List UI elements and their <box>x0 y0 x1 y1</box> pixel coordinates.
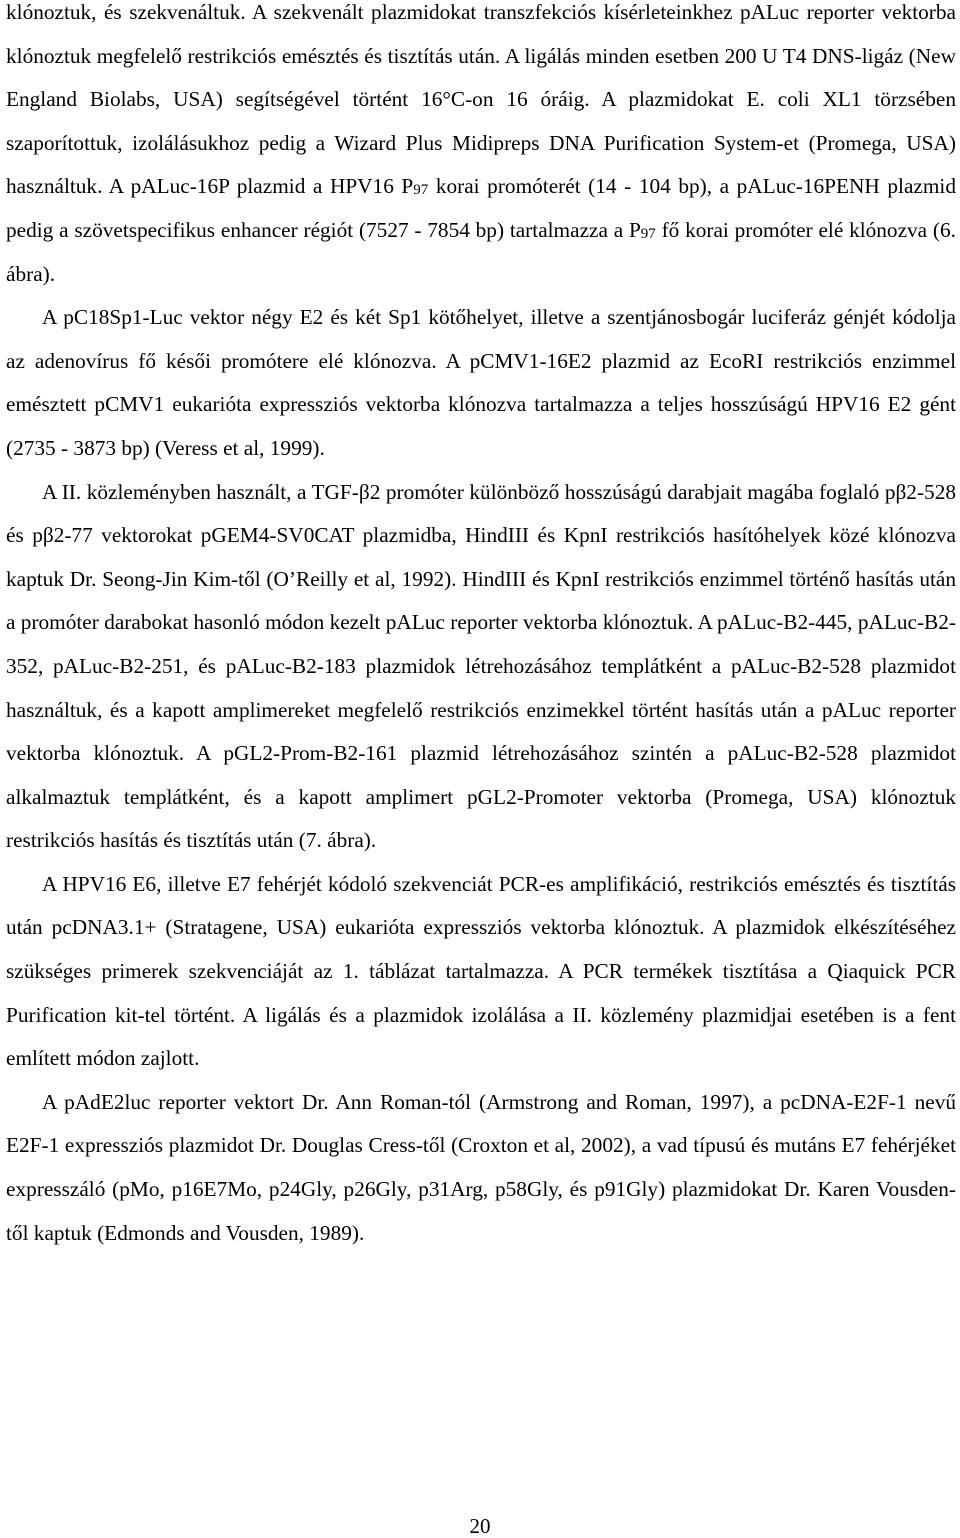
page-number: 20 <box>469 1514 491 1538</box>
paragraph-1-text-cont: korai promóterét (14 - 104 bp), a pALuc-16PENH plazmid pedig a szövetspecifikus enhancer régiót (7527 - 7854 bp) tartalmazza a P <box>6 174 956 242</box>
subscript-97: 97 <box>413 182 429 199</box>
document-page <box>6 0 956 1255</box>
subscript-97: 97 <box>640 225 656 242</box>
paragraph-4: A HPV16 E6, illetve E7 fehérjét kódoló szekvenciát PCR-es amplifikáció, restrikciós emésztés és tisztítás után pcDNA3.1+ (Stratagene, USA) eukarióta expressziós vektorba klónoztuk. A plazmidok elkészítéséhez szükséges primerek szekvenciáját az 1. táblázat tartalmazza. A PCR termékek tisztítása a Qiaquick PCR Purification kit-tel történt. A ligálás és a plazmidok izolálása a II. közlemény plazmidjai esetében is a fent említett módon zajlott. <box>6 871 956 1071</box>
paragraph-3: A II. közleményben használt, a TGF-β2 promóter különböző hosszúságú darabjait magába foglaló pβ2-528 és pβ2-77 vektorokat pGEM4-SV0CAT plazmidba, HindIII és KpnI restrikciós hasítóhelyek közé klónozva kaptuk Dr. Seong-Jin Kim-től (O’Reilly et al, 1992). HindIII és KpnI restrikciós enzimmel történő hasítás után a promóter darabokat hasonló módon kezelt pALuc reporter vektorba klónoztuk. A pALuc-B2-445, pALuc-B2-352, pALuc-B2-251, és pALuc-B2-183 plazmidok létrehozásához templátként a pALuc-B2-528 plazmidot használtuk, és a kapott amplimereket megfelelő restrikciós enzimekkel történt hasítás után a pALuc reporter vektorba klónoztuk. A pGL2-Prom-B2-161 plazmid létrehozásához szintén a pALuc-B2-528 plazmidot alkalmaztuk templátként, és a kapott amplimert pGL2-Promoter vektorba (Promega, USA) klónoztuk restrikciós hasítás és tisztítás után (7. ábra). <box>6 479 956 853</box>
paragraph-2: A pC18Sp1-Luc vektor négy E2 és két Sp1 kötőhelyet, illetve a szentjánosbogár luciferáz génjét kódolja az adenovírus fő késői promótere elé klónozva. A pCMV1-16E2 plazmid az EcoRI restrikciós enzimmel emésztett pCMV1 eukarióta expressziós vektorba klónozva tartalmazza a teljes hosszúságú HPV16 E2 gént (2735 - 3873 bp) (Veress et al, 1999). <box>6 305 956 460</box>
paragraph-1-text-end: fő korai promóter elé klónozva (6. ábra). <box>6 217 956 286</box>
paragraph-1-text: klónoztuk, és szekvenáltuk. A szekvenált plazmidokat transzfekciós kísérleteinkhez pALuc reporter vektorba klónoztuk megfelelő restrikciós emésztés és tisztítás után. A ligálás minden esetben 200 U T4 DNS-ligáz (New England Biolabs, USA) segítségével történt 16°C-on 16 óráig. A plazmidokat E. coli XL1 törzsében szaporítottuk, izolálásukhoz pedig a Wizard Plus Midipreps DNA Purification System-et (Promega, USA) használtuk. A pALuc-16P plazmid a HPV16 P <box>6 0 956 199</box>
paragraph-5: A pAdE2luc reporter vektort Dr. Ann Roman-tól (Armstrong and Roman, 1997), a pcDNA-E2F-1 nevű E2F-1 expressziós plazmidot Dr. Douglas Cress-től (Croxton et al, 2002), a vad típusú és mutáns E7 fehérjéket expresszáló (pMo, p16E7Mo, p24Gly, p26Gly, p31Arg, p58Gly, és p91Gly) plazmidokat Dr. Karen Vousden-től kaptuk (Edmonds and Vousden, 1989). <box>6 1089 956 1245</box>
paragraph-1 <box>6 0 956 296</box>
